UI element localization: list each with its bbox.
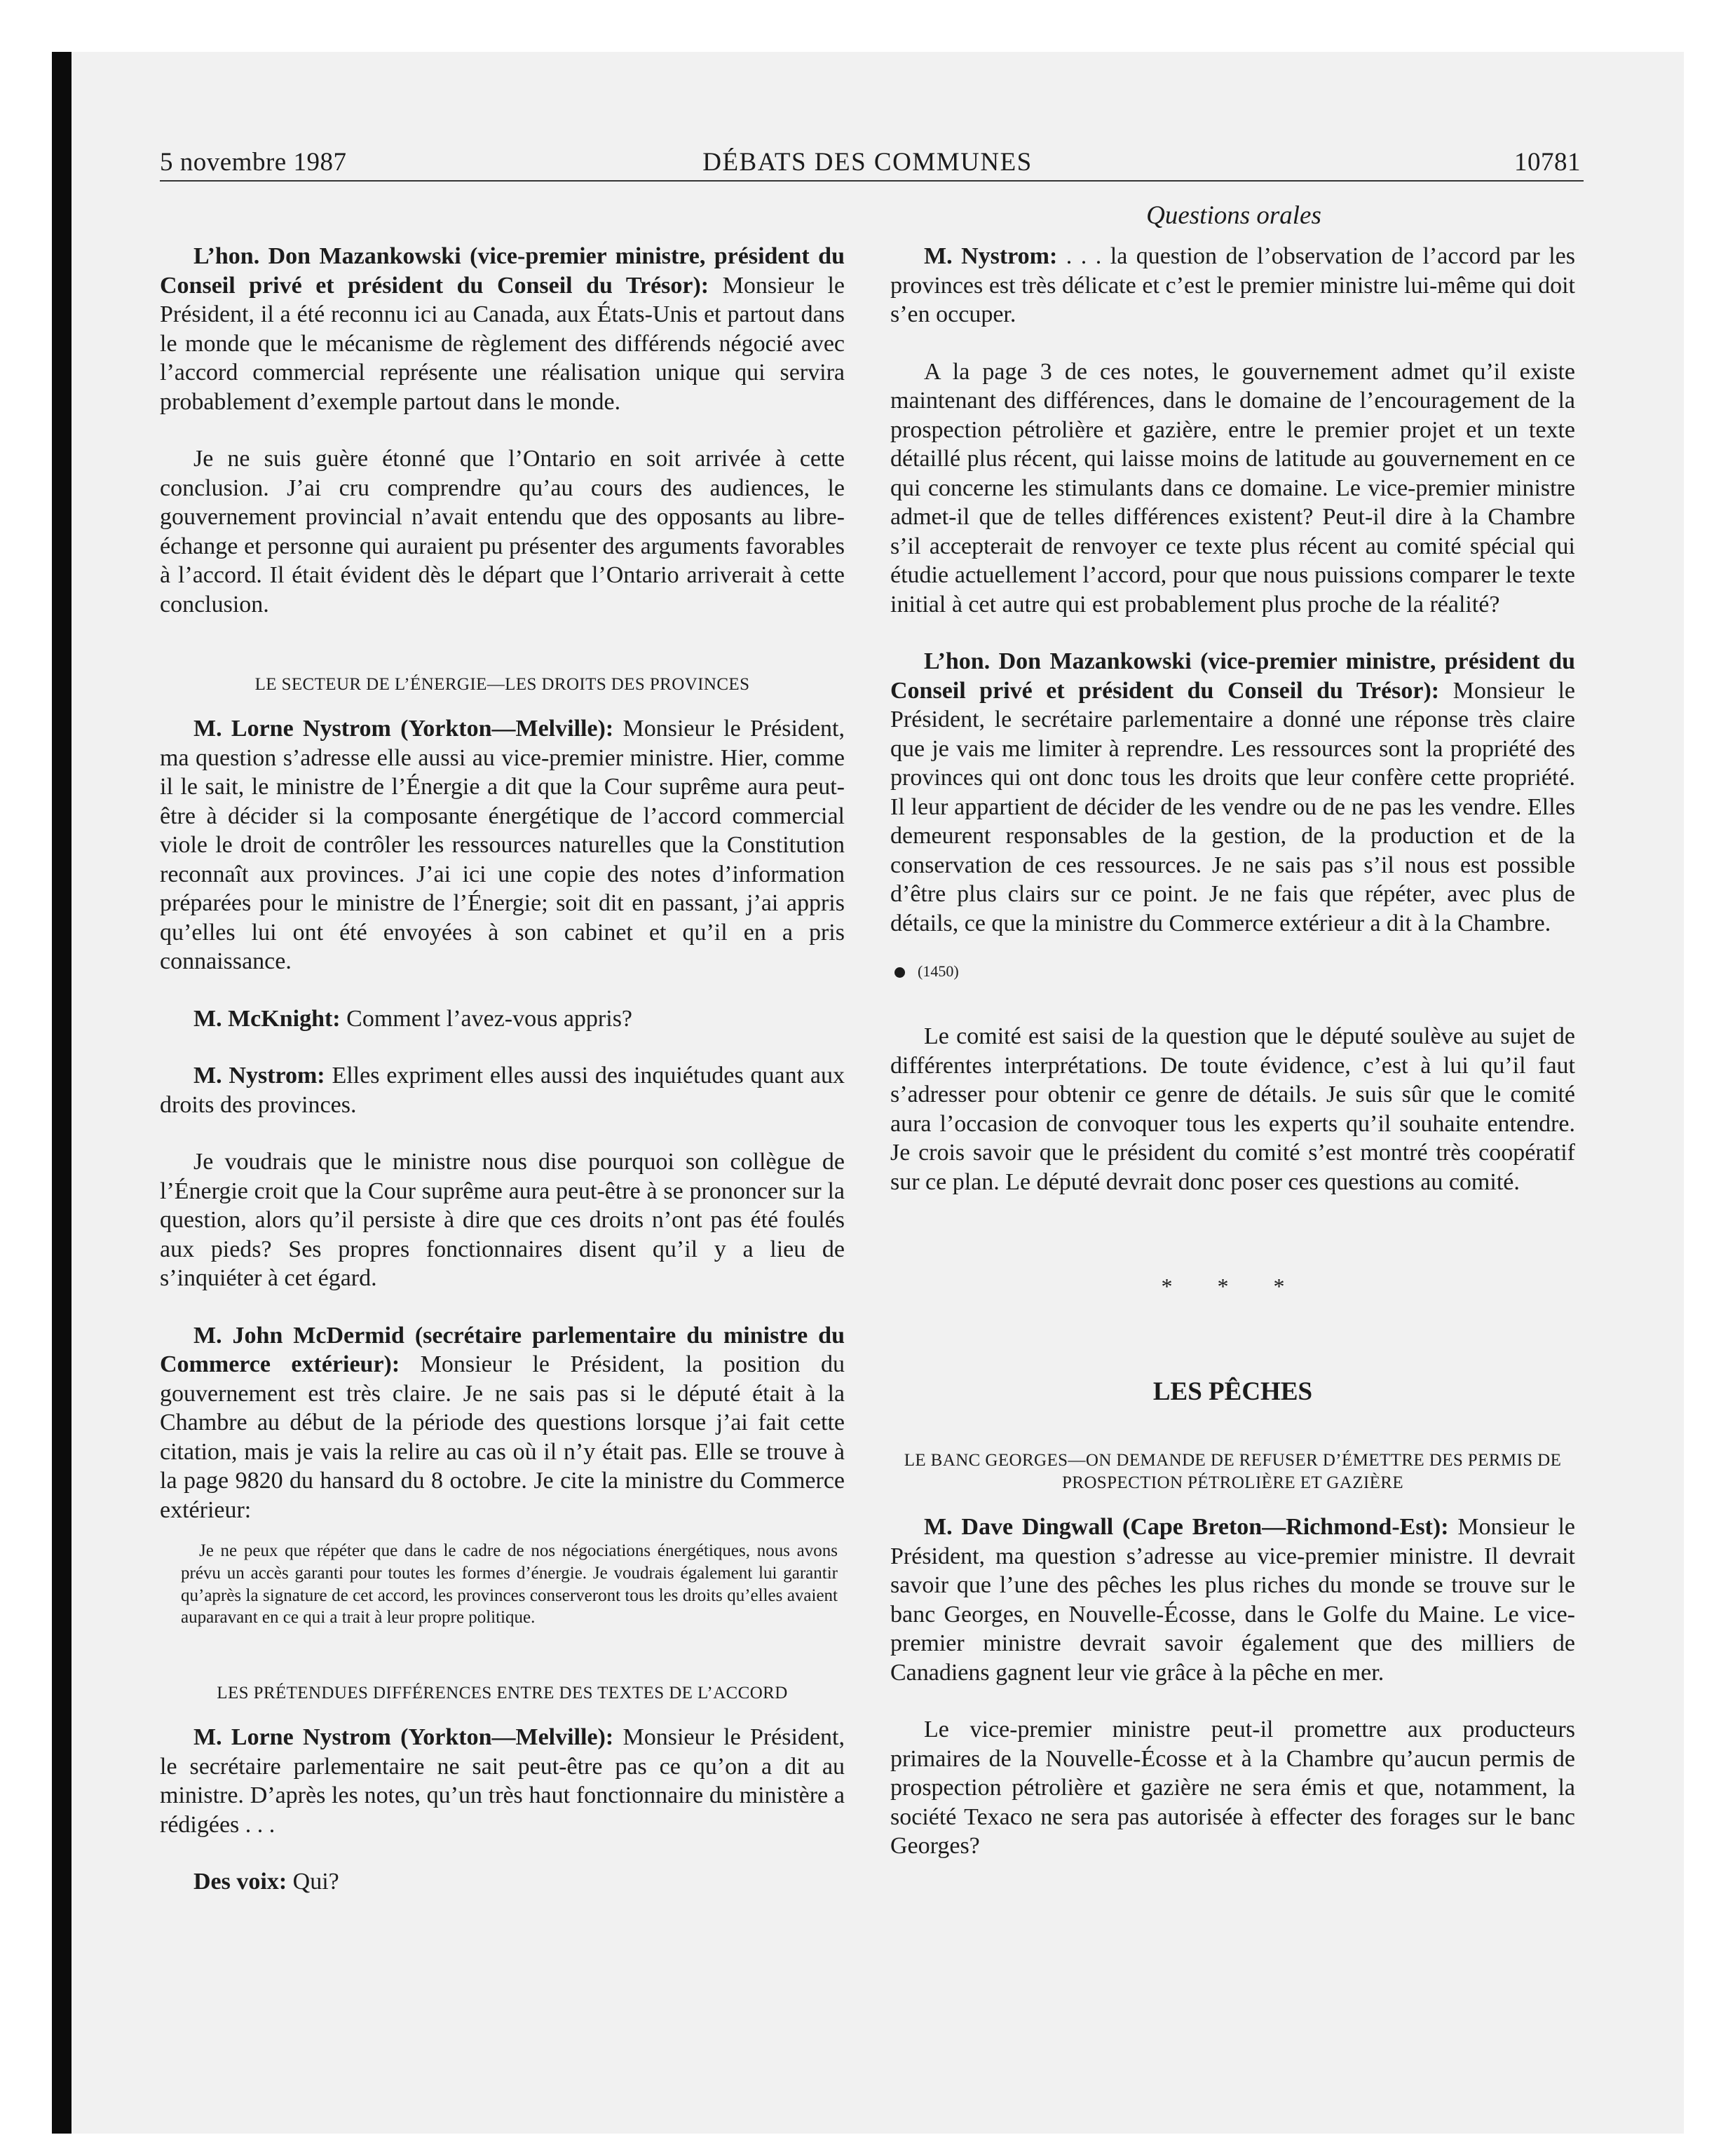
speaker-name: M. Dave Dingwall (Cape Breton—Richmond-Est): <box>924 1514 1449 1540</box>
speaker-name: M. John McDermid (secrétaire parlementaire du ministre du Commerce extérieur): <box>160 1322 845 1377</box>
left-column <box>160 242 845 1897</box>
paragraph: Je voudrais que le ministre nous dise pourquoi son collègue de l’Énergie croit que la Cour suprême aura peut-être à se prononcer sur la question, alors qu’il persiste à dire que ces droits n’ont pas été foulés aux pieds? Ses propres fonctionnaires disent qu’il y a lieu de s’inquiéter à cet égard. <box>160 1149 845 1291</box>
section-separator: * * * <box>1161 1274 1305 1299</box>
speech-text: Elles expriment elles aussi des inquiétudes quant aux droits des provinces. <box>160 1063 845 1118</box>
speaker-name: L’hon. Don Mazankowski (vice-premier ministre, président du Conseil privé et président du Conseil du Trésor): <box>890 648 1575 704</box>
speaker-name: M. McKnight: <box>193 1005 341 1032</box>
speaker-name: M. Lorne Nystrom (Yorkton—Melville): <box>193 716 614 742</box>
header-rule <box>160 180 1584 182</box>
time-marker-text: (1450) <box>918 962 959 980</box>
paragraph <box>890 1513 1575 1687</box>
speech-text: Comment l’avez-vous appris? <box>340 1005 633 1032</box>
section-heading: LE BANC GEORGES—ON DEMANDE DE REFUSER D’ÉMETTRE DES PERMIS DE PROSPECTION PÉTROLIÈRE ET GAZIÈRE <box>904 1451 1562 1492</box>
section-subheader: Questions orales <box>1146 201 1321 230</box>
section-heading: LE SECTEUR DE L’ÉNERGIE—LES DROITS DES PROVINCES <box>254 675 750 694</box>
paragraph <box>160 714 845 976</box>
speaker-name: L’hon. Don Mazankowski (vice-premier ministre, président du Conseil privé et président du Conseil du Trésor): <box>160 243 845 299</box>
speech-text: Monsieur le Président, le secrétaire parlementaire a donné une réponse très claire que je vais me limiter à reprendre. Les ressources sont la propriété des provinces qui ont donc tous les droits que leur confère cette propriété. Il leur appartient de décider de les vendre ou de ne pas les vendre. Elles demeurent responsables de la gestion, de la production et de la conservation de ces ressources. Je ne sais pas s’il nous est possible d’être plus clairs sur ce point. Je ne fais que répéter, avec plus de détails, ce que la ministre du Commerce extérieur a dit à la Chambre. <box>890 677 1575 936</box>
paragraph <box>890 242 1575 329</box>
paragraph: Le vice-premier ministre peut-il promettre aux producteurs primaires de la Nouvelle-Écosse et à la Chambre qu’aucun permis de prospection pétrolière et gazière ne sera émis et que, notamment, la société Texaco ne sera pas autorisée à effecter des forages sur le banc Georges? <box>890 1717 1575 1859</box>
speech-text: Monsieur le Président, ma question s’adresse au vice-premier ministre. Il devrait savoir que l’une des pêches les plus riches du monde se trouve sur le banc Georges, en Nouvelle-Écosse, dans le Golfe du Maine. Le vice-premier ministre devrait savoir également que des milliers de Canadiens gagnent leur vie grâce à la pêche en mer. <box>890 1514 1575 1686</box>
binding-edge <box>52 52 72 2134</box>
bullet-icon <box>894 967 905 978</box>
speaker-name: Des voix: <box>193 1869 287 1895</box>
speaker-name: M. Nystrom: <box>193 1063 325 1089</box>
paragraph: Je ne suis guère étonné que l’Ontario en soit arrivée à cette conclusion. J’ai cru comprendre qu’au cours des audiences, le gouvernement provincial n’avait entendu que des opposants au libre-échange et personne qui auraient pu présenter des arguments favorables à l’accord. Il était évident dès le départ que l’Ontario arriverait à cette conclusion. <box>160 446 845 618</box>
major-heading: LES PÊCHES <box>1152 1377 1313 1406</box>
speech-text: . . . la question de l’observation de l’accord par les provinces est très délicate et c’est le premier ministre lui-même qui doit s’en occuper. <box>890 243 1576 327</box>
speech-text: Qui? <box>287 1869 339 1895</box>
speaker-name: M. Nystrom: <box>924 243 1058 269</box>
speech-text: Monsieur le Président, le secrétaire parlementaire ne sait peut-être pas ce qu’on a dit au ministre. D’après les notes, qu’un très haut fonctionnaire du ministère a rédigées . . . <box>160 1724 845 1838</box>
speaker-name: M. Lorne Nystrom (Yorkton—Melville): <box>193 1724 614 1751</box>
publication-title: DÉBATS DES COMMUNES <box>702 148 1033 177</box>
block-quote: Je ne peux que répéter que dans le cadre de nos négociations énergétiques, nous avons prévu un accès garanti pour toutes les formes d’énergie. Je voudrais également lui garantir qu’après la signature de cet accord, les provinces conserveront tous les droits qu’elles avaient auparavant en ce qui a trait à leur propre politique. <box>181 1541 838 1628</box>
paragraph <box>160 1867 845 1897</box>
right-column <box>890 242 1575 1861</box>
section-heading: LES PRÉTENDUES DIFFÉRENCES ENTRE DES TEXTES DE L’ACCORD <box>217 1684 788 1703</box>
paragraph <box>160 1004 845 1034</box>
speech-text: Monsieur le Président, la position du gouvernement est très claire. Je ne sais pas si le député était à la Chambre au début de la période des questions lorsque j’ai fait cette citation, mais je vais la relire au cas où il n’y était pas. Elle se trouve à la page 9820 du hansard du 8 octobre. Je cite la ministre du Commerce extérieur: <box>160 1351 845 1523</box>
speech-text: Monsieur le Président, ma question s’adresse elle aussi au vice-premier ministre. Hier, comme il le sait, le ministre de l’Énergie a dit que la Cour suprême aura peut-être à décider si la composante énergétique de l’accord commercial viole le droit de contrôler les ressources naturelles que la Constitution reconnaît aux provinces. J’ai ici une copie des notes d’information préparées pour le ministre de l’Énergie; soit dit en passant, j’ai appris qu’elles lui ont été envoyées à son cabinet et qu’il en a pris connaissance. <box>160 716 845 974</box>
paragraph: A la page 3 de ces notes, le gouvernement admet qu’il existe maintenant des différences, dans le domaine de l’encouragement de la prospection pétrolière et gazière, entre le premier projet et un texte détaillé plus récent, qui laisse moins de latitude au gouvernement en ce qui concerne les stimulants dans ce domaine. Le vice-premier ministre admet-il que de telles différences existent? Peut-il dire à la Chambre s’il accepterait de renvoyer ce texte plus récent au comité spécial qui étudie actuellement l’accord, pour que nous puissions comparer le texte initial à cet autre qui est probablement plus proche de la réalité? <box>890 358 1575 618</box>
paragraph: Le comité est saisi de la question que le député soulève au sujet de différentes interprétations. De toute évidence, c’est à lui qu’il faut s’adresser pour obtenir ce genre de détails. Je suis sûr que le comité aura l’occasion de convoquer tous les experts qu’il souhaite entendre. Je crois savoir que le président du comité s’est montré très coopératif sur ce plan. Le député devrait donc poser ces questions au comité. <box>890 1023 1575 1195</box>
page-date: 5 novembre 1987 <box>160 148 347 177</box>
paragraph <box>160 1061 845 1119</box>
paragraph <box>160 1321 845 1525</box>
paragraph <box>890 647 1575 938</box>
page-number: 10781 <box>1514 148 1581 177</box>
paragraph <box>160 242 845 416</box>
paragraph <box>160 1723 845 1839</box>
time-marker <box>894 957 1575 985</box>
speech-text: Monsieur le Président, il a été reconnu ici au Canada, aux États-Unis et partout dans le monde que le mécanisme de règlement des différends négocié avec l’accord commercial représente une réalisation unique qui servira probablement d’exemple partout dans le monde. <box>160 272 845 415</box>
